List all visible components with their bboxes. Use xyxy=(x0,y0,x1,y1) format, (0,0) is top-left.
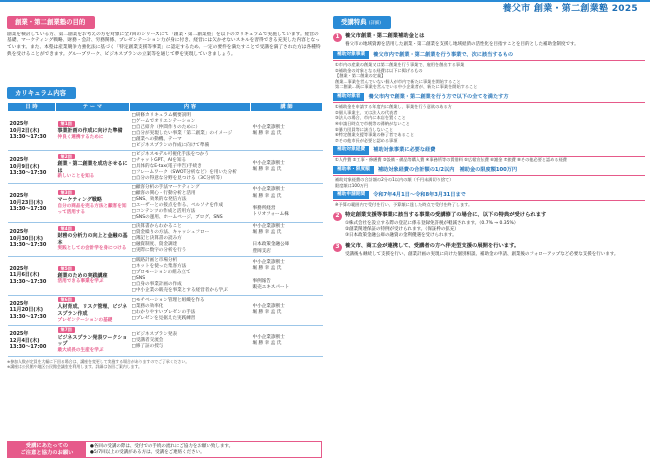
theme-subtitle: 実践としての会計学を身につける xyxy=(57,246,127,252)
row-theme xyxy=(56,222,130,256)
theme-title: 財務の分析力の向上と金融の基本 xyxy=(57,232,128,246)
theme-title: 事業計画の作成に向けた準備 xyxy=(57,128,123,135)
row-lecturer: 中小企業診断士 堀 勝 幸 孟 氏 xyxy=(251,295,323,326)
benefit-item-2-body: ①株式会社を設立する際の登記に係る登録免許税が軽減されます。（0.7% → 0.35%） ②創業関連保証の特例が受けられます。（保証枠の拡充） ③日本政策金融公庫の融資の金利優遇を受けられます。 xyxy=(345,220,519,238)
column-header: 講 師 xyxy=(251,103,323,112)
column-header: 日 時 xyxy=(8,103,56,112)
row-date xyxy=(8,295,56,326)
theme-title: マーケティング戦略 xyxy=(57,196,102,203)
row-theme xyxy=(56,295,130,326)
row-date-time: 13:30〜17:30 xyxy=(9,206,47,213)
row-date-time: 13:30〜17:00 xyxy=(9,344,47,350)
benefit-item-3-body: 受講後も継続して支援を行い、創業計画の実現に向けた個別相談、補助金の申請、創業後のフォローアップなど必要な支援を行います。 xyxy=(345,251,619,257)
theme-subtitle: 活用できる事業を学ぶ xyxy=(57,279,104,285)
table-row xyxy=(8,256,323,295)
episode-badge: 第6回 xyxy=(58,297,75,303)
benefit-heading-text: 受講特典 xyxy=(341,18,367,26)
theme-subtitle: 仲良く連携するために xyxy=(57,135,104,141)
benefit-block xyxy=(333,146,645,163)
row-date-year: 2025年 xyxy=(9,229,29,236)
benefit-item-2-title: 特定創業支援等事業に該当する事業の受講修了の場合に、以下の特典が受けられます xyxy=(345,211,547,218)
benefit-block-title: 補助対象事業に必要な経費 xyxy=(373,147,436,154)
row-content: □ビジネスモデル可視化手法をつかう □チャットGPT、AIを知る □具体的なE-tax(電子申告)手続き □フレームワーク（SWOT分析など）を用いた分析 □自分の得意な分野を見つける（3C分析等） xyxy=(130,151,251,184)
benefit-block-body: ※予算の範囲内で受付を行い、予算額に達した時点で受付を終了します。 xyxy=(335,202,473,208)
benefit-block-head xyxy=(333,191,645,199)
table-row xyxy=(8,151,323,184)
row-lecturer: 中小企業診断士 堀 勝 幸 孟 氏 事例報告 販売エキスパート xyxy=(251,256,323,295)
theme-title: 創業のための実践講座 xyxy=(57,272,108,279)
divider xyxy=(333,156,645,157)
episode-badge: 第5回 xyxy=(58,266,75,272)
purpose-heading: 創業・第二創業塾の目的 xyxy=(7,16,95,29)
curriculum-table xyxy=(7,102,323,356)
curriculum-heading: カリキュラム内容 xyxy=(7,87,76,100)
row-date-day: 11月20日(木) xyxy=(9,307,43,313)
benefit-item-1-title: 養父市創業・第二創業補助金とは xyxy=(345,32,425,39)
benefit-item-3 xyxy=(333,243,645,252)
row-date-day: 12月4日(木) xyxy=(9,337,40,344)
benefit-block-head xyxy=(333,166,645,174)
divider xyxy=(333,175,645,176)
intro-text: 創業を検討している方、第二創業をお考えの方を対象に全7回のシリーズにて「創業・第二創業塾」を以下のカリキュラムで実施しています。経営の基礎、マーケティング戦略、財務・会計、労務関係、プレゼンテーション力が身に付き、経営には欠かせないスキルを習得できる充実した内容となっています。また、本塾は産業競争力強化法に基づく「特定創業支援等事業」に認定するため、一定の要件を満たすことで受講を満了された方は各種特典を受けることができます。グループワーク、ビジネスプランの立案等を通じて夢を実現していきましょう。 xyxy=(7,31,321,57)
benefit-block-body: 補助対象経費の合計額の2分の1以内の額（千円未満切り捨て） 限度額は100万円 xyxy=(335,176,454,188)
row-theme xyxy=(56,183,130,222)
left-column xyxy=(7,16,322,458)
row-content: □販路計画と市場分析 □ネットを使った集客方法 □プロモーションの組み立て □SNS □自身の事業計画の作成 □中小企業の販売を事業とする経営者から学ぶ xyxy=(130,256,251,295)
row-date-time: 13:30〜17:30 xyxy=(9,134,47,141)
benefit-block-tag: 補助対象事業 xyxy=(333,51,369,59)
benefit-block xyxy=(333,51,645,90)
number-1-icon: 1 xyxy=(333,33,342,42)
benefit-block-title: 養父市内で創業・第二創業を行う方で以下の全てを満たす方 xyxy=(368,93,509,100)
benefit-block xyxy=(333,191,645,208)
row-date-time: 13:30〜17:30 xyxy=(9,242,47,249)
table-header-row xyxy=(8,103,323,112)
theme-title: 人材育成、リスク管理、ビジネスプラン作成 xyxy=(57,304,128,317)
row-lecturer: 中小企業診断士 堀 勝 幸 孟 氏 xyxy=(251,112,323,151)
row-date-year: 2025年 xyxy=(9,193,29,200)
episode-badge: 第2回 xyxy=(58,154,75,160)
benefit-block-tag: 補助対象経費 xyxy=(333,146,369,154)
column-header: テ ー マ xyxy=(56,103,130,112)
right-column xyxy=(333,16,645,458)
row-date xyxy=(8,222,56,256)
benefit-block-body: ①補助金を申請する年度内に創業し、事業を行う意欲のある方 ②個人事業主、又は法人の代表者 ③法人の場合、市内に本店を置くこと ④申請日時点で市税等の滞納がないこと ⑤暴力団員等に該当しないこと ⑥特定創業支援等事業の修了者であること ⑦その他市長が必要と認める事項 xyxy=(335,104,452,143)
notes: ※参加人数が定員を大幅に下回る場合は、講座を変更して実施する場合がありますのでご了承ください。 ※講座は公民館や地区公民館会議室を利用します。詳細は各回ご案内します。 xyxy=(7,358,190,369)
benefit-heading-small: (詳細) xyxy=(368,21,382,26)
row-lecturer: 中小企業診断士 堀 勝 幸 孟 氏 日本政策金融公庫 豊岡支店 xyxy=(251,222,323,256)
row-date xyxy=(8,326,56,357)
theme-subtitle: プレゼンテーションの基礎 xyxy=(57,317,113,323)
benefit-block-head xyxy=(333,51,645,59)
divider xyxy=(333,102,645,103)
row-date xyxy=(8,183,56,222)
row-lecturer: 中小企業診断士 堀 勝 幸 孟 氏 xyxy=(251,151,323,184)
row-date xyxy=(8,256,56,295)
benefit-block-tag: 補助申請期間 xyxy=(333,191,369,199)
row-date xyxy=(8,112,56,151)
theme-title: ビジネスプラン発表ワークショップ xyxy=(57,334,128,348)
table-row xyxy=(8,326,323,357)
row-date-day: 10月30日(木) xyxy=(9,235,43,242)
benefit-block-head xyxy=(333,146,645,154)
row-date-day: 10月2日(木) xyxy=(9,127,40,134)
benefit-block-title: 補助対象経費の合計額の1/2以内 補助金の限度額100万円 xyxy=(377,166,518,173)
document-title: 養父市 創業・第二創業塾 2025 xyxy=(502,4,638,14)
top-bar xyxy=(0,0,650,15)
notice-box xyxy=(7,441,322,458)
row-date-year: 2025年 xyxy=(9,157,29,164)
table-row xyxy=(8,112,323,151)
row-content: □研修カリキュラム概要説明 □ゲームでオリエンテーション □自己紹介（仲間作りのために） □自分が実現したい事業「第二創業」のイメージ □創業への動機、テーマ □ビジネスプランの作成に向けて準備 xyxy=(130,112,251,151)
row-date-year: 2025年 xyxy=(9,300,29,307)
row-date-time: 13:30〜17:30 xyxy=(9,313,47,320)
row-content: □モチベーション管理と組織を作る □業務の効率化 □わかりやすいプレゼンの手法 □プレゼンを見据えた実践練習 xyxy=(130,295,251,326)
row-date-day: 11月6日(木) xyxy=(9,272,40,279)
theme-subtitle: 最大成長の生産を学ぶ xyxy=(57,348,104,353)
row-date-year: 2025年 xyxy=(9,265,29,272)
episode-badge: 第7回 xyxy=(58,327,75,333)
episode-badge: 第3回 xyxy=(58,190,75,196)
table-row xyxy=(8,295,323,326)
table-row xyxy=(8,183,323,222)
row-date-time: 13:30〜17:30 xyxy=(9,170,47,177)
row-content: □決算書からわかること □資金繰りの方法、キャッシュフロー □簿記と決算書の読み方 □融資制度、資金調達 □実際に数字の分析を行う xyxy=(130,222,251,256)
number-3-icon: 3 xyxy=(333,243,342,252)
notice-text: ●各回の受講の際は、受付での手続の流れにご協力をお願い致します。 ●5/7回以上の受講がある方は、受講をご連絡ください。 xyxy=(90,444,234,456)
row-theme xyxy=(56,112,130,151)
divider xyxy=(333,60,645,61)
benefit-block-title: 養父市内で創業・第二創業を行う事業で、次に該当するもの xyxy=(373,51,514,58)
column-header: 内 容 xyxy=(130,103,251,112)
benefit-item-1 xyxy=(333,33,645,42)
benefit-block xyxy=(333,166,645,188)
row-theme xyxy=(56,151,130,184)
benefit-item-3-title: 養父市、商工会が連携して、受講者の方へ伴走型支援の展開を行います。 xyxy=(345,242,520,249)
row-theme xyxy=(56,326,130,357)
row-theme xyxy=(56,256,130,295)
benefit-item-2 xyxy=(333,212,645,221)
row-date xyxy=(8,151,56,184)
notice-label: 受講にあたっての ご注意と協力のお願い xyxy=(8,442,86,457)
theme-subtitle: 新しいことを知る xyxy=(57,174,95,180)
benefit-block-tag: 補助率・限度額 xyxy=(333,166,374,174)
row-date-day: 10月23日(木) xyxy=(9,199,43,206)
table-row xyxy=(8,222,323,256)
benefit-item-1-sub: 養父市の地域資源を活用した創業・第二創業を支援し地域経済の活性化を目指すことを目的とした補助金制度です。 xyxy=(345,41,579,47)
episode-badge: 第1回 xyxy=(58,121,75,127)
benefit-block xyxy=(333,93,645,143)
benefit-block-head xyxy=(333,93,645,101)
number-2-icon: 2 xyxy=(333,212,342,221)
benefit-block-title: 令和7年4月1日〜令和8年3月31日まで xyxy=(373,191,466,198)
benefit-block-body: ①市内の産業の創業又は第二創業を行う事業で、雇用を創出する事業 ②補助金の対象となる経費は以下に掲げるもの 【創業・第二創業の定義】 創業…事業を営んでいない個人が市内で新たに事業を開始すること 第二創業…既に事業を営んでいる中小企業者が、新たに事業を開始すること xyxy=(335,61,478,90)
theme-subtitle: 自分の商品を売る方法と顧客を知って活用する xyxy=(57,203,127,215)
row-date-year: 2025年 xyxy=(9,331,29,337)
row-content: □顧客分析の手法マーケティング □顧客の関心・行動分析と活用 □SNS、効果的な発信方法 □ユーザーとの接点を作る、ペルソナを作成 □コンテンツの作成と活用方法 □SNSの運用、ホームページ、ブログ、SNS xyxy=(130,183,251,222)
divider xyxy=(333,200,645,201)
row-lecturer: 中小企業診断士 堀 勝 幸 孟 氏 事務所経営 トリオフォーム株 xyxy=(251,183,323,222)
benefit-heading xyxy=(333,16,391,29)
episode-badge: 第4回 xyxy=(58,226,75,232)
row-date-time: 13:30〜17:30 xyxy=(9,278,47,285)
benefit-block-tag: 補助対象者 xyxy=(333,93,364,101)
benefit-block-body: ①人件費 ②工事・修繕費 ③設備・備品等購入費 ④事務所等の賃借料 ⑤広報宣伝費 ⑥謝金 ⑦旅費 ⑧その他必要と認める経費 xyxy=(335,157,567,163)
row-date-day: 10月9日(木) xyxy=(9,163,40,170)
row-content: □ビジネスプラン発表 □受講者交流会 □修了証の授与 xyxy=(130,326,251,357)
top-stripe xyxy=(0,0,650,2)
theme-title: 創業・第二創業を成功させるには xyxy=(57,160,128,174)
row-lecturer: 中小企業診断士 堀 勝 幸 孟 氏 xyxy=(251,326,323,357)
row-date-year: 2025年 xyxy=(9,121,29,128)
